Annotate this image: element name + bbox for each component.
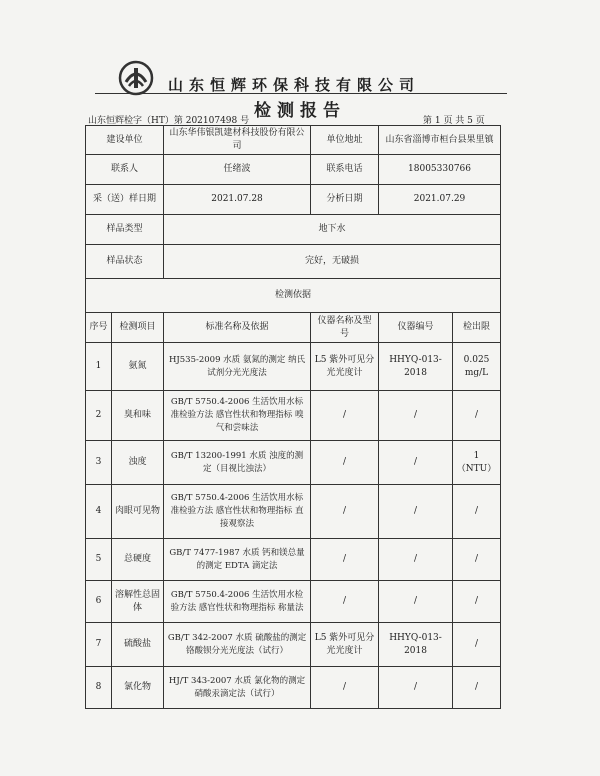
detection-limit: /	[453, 667, 501, 709]
instrument-name: /	[311, 485, 379, 539]
instrument-name: /	[311, 391, 379, 441]
report-table	[85, 125, 501, 709]
document-number: 山东恒辉检字（HT）第 202107498 号	[88, 116, 250, 126]
column-header: 序号	[86, 313, 112, 343]
test-item: 肉眼可见物	[112, 485, 164, 539]
sample-state-label: 样品状态	[86, 245, 164, 279]
test-item: 氨氮	[112, 343, 164, 391]
instrument-name: /	[311, 581, 379, 623]
row-number: 4	[86, 485, 112, 539]
standard-method: GB/T 342-2007 水质 硫酸盐的测定 铬酸钡分光光度法（试行）	[164, 623, 311, 667]
basis-table-body	[86, 343, 501, 709]
row-number: 3	[86, 441, 112, 485]
standard-method: GB/T 7477-1987 水质 钙和镁总量的测定 EDTA 滴定法	[164, 539, 311, 581]
standard-method: HJ535-2009 水质 氨氮的测定 纳氏试剂分光光度法	[164, 343, 311, 391]
instrument-number: /	[379, 441, 453, 485]
company-logo	[118, 60, 154, 96]
instrument-number: /	[379, 539, 453, 581]
row-number: 8	[86, 667, 112, 709]
construction-unit-value: 山东华伟银凯建材科技股份有限公司	[164, 126, 311, 155]
sample-date-value: 2021.07.28	[164, 185, 311, 215]
test-item: 总硬度	[112, 539, 164, 581]
standard-method: GB/T 5750.4-2006 生活饮用水检验方法 感官性状和物理指标 称量法	[164, 581, 311, 623]
row-number: 6	[86, 581, 112, 623]
instrument-name: /	[311, 667, 379, 709]
instrument-number: HHYQ-013-2018	[379, 623, 453, 667]
standard-method: GB/T 13200-1991 水质 浊度的测定（目视比浊法）	[164, 441, 311, 485]
phone-value: 18005330766	[379, 155, 501, 185]
column-header: 仪器名称及型号	[311, 313, 379, 343]
test-item: 溶解性总固体	[112, 581, 164, 623]
sample-date-label: 采（送）样日期	[86, 185, 164, 215]
detection-limit: 0.025 mg/L	[453, 343, 501, 391]
table-row	[86, 391, 501, 441]
row-number: 1	[86, 343, 112, 391]
date-row	[86, 185, 501, 215]
test-item: 硫酸盐	[112, 623, 164, 667]
unit-address-label: 单位地址	[311, 126, 379, 155]
row-number: 5	[86, 539, 112, 581]
row-number: 7	[86, 623, 112, 667]
sample-state-value: 完好，无破损	[164, 245, 501, 279]
basis-title-row	[86, 279, 501, 313]
detection-limit: /	[453, 539, 501, 581]
instrument-name: L5 紫外可见分光光度计	[311, 623, 379, 667]
instrument-name: L5 紫外可见分光光度计	[311, 343, 379, 391]
row-number: 2	[86, 391, 112, 441]
contact-value: 任绪波	[164, 155, 311, 185]
instrument-number: /	[379, 391, 453, 441]
test-item: 臭和味	[112, 391, 164, 441]
phone-label: 联系电话	[311, 155, 379, 185]
instrument-number: /	[379, 667, 453, 709]
table-row	[86, 539, 501, 581]
table-row	[86, 485, 501, 539]
basis-header-row	[86, 313, 501, 343]
detection-limit: /	[453, 391, 501, 441]
page-number: 第 1 页 共 5 页	[423, 116, 485, 126]
test-item: 氯化物	[112, 667, 164, 709]
contact-label: 联系人	[86, 155, 164, 185]
construction-unit-label: 建设单位	[86, 126, 164, 155]
company-name: 山东恒辉环保科技有限公司	[168, 76, 421, 94]
column-header: 标准名称及依据	[164, 313, 311, 343]
table-row	[86, 441, 501, 485]
table-row	[86, 581, 501, 623]
detection-limit: 1 （NTU）	[453, 441, 501, 485]
basis-section-title: 检测依据	[86, 279, 501, 313]
instrument-number: HHYQ-013-2018	[379, 343, 453, 391]
instrument-number: /	[379, 581, 453, 623]
sample-state-row	[86, 245, 501, 279]
sample-type-row	[86, 215, 501, 245]
sample-type-label: 样品类型	[86, 215, 164, 245]
analysis-date-value: 2021.07.29	[379, 185, 501, 215]
instrument-name: /	[311, 441, 379, 485]
detection-limit: /	[453, 485, 501, 539]
table-row	[86, 623, 501, 667]
unit-address-value: 山东省淄博市桓台县果里镇	[379, 126, 501, 155]
analysis-date-label: 分析日期	[311, 185, 379, 215]
instrument-number: /	[379, 485, 453, 539]
column-header: 检测项目	[112, 313, 164, 343]
construction-unit-row	[86, 126, 501, 155]
standard-method: HJ/T 343-2007 水质 氯化物的测定 硝酸汞滴定法（试行）	[164, 667, 311, 709]
test-item: 浊度	[112, 441, 164, 485]
standard-method: GB/T 5750.4-2006 生活饮用水标准检验方法 感官性状和物理指标 嗅气和尝味法	[164, 391, 311, 441]
column-header: 仪器编号	[379, 313, 453, 343]
detection-limit: /	[453, 623, 501, 667]
contact-row	[86, 155, 501, 185]
report-title: 检测报告	[254, 101, 346, 121]
sample-type-value: 地下水	[164, 215, 501, 245]
detection-limit: /	[453, 581, 501, 623]
table-row	[86, 343, 501, 391]
column-header: 检出限	[453, 313, 501, 343]
standard-method: GB/T 5750.4-2006 生活饮用水标准检验方法 感官性状和物理指标 直接观察法	[164, 485, 311, 539]
header-divider	[95, 93, 507, 94]
table-row	[86, 667, 501, 709]
instrument-name: /	[311, 539, 379, 581]
